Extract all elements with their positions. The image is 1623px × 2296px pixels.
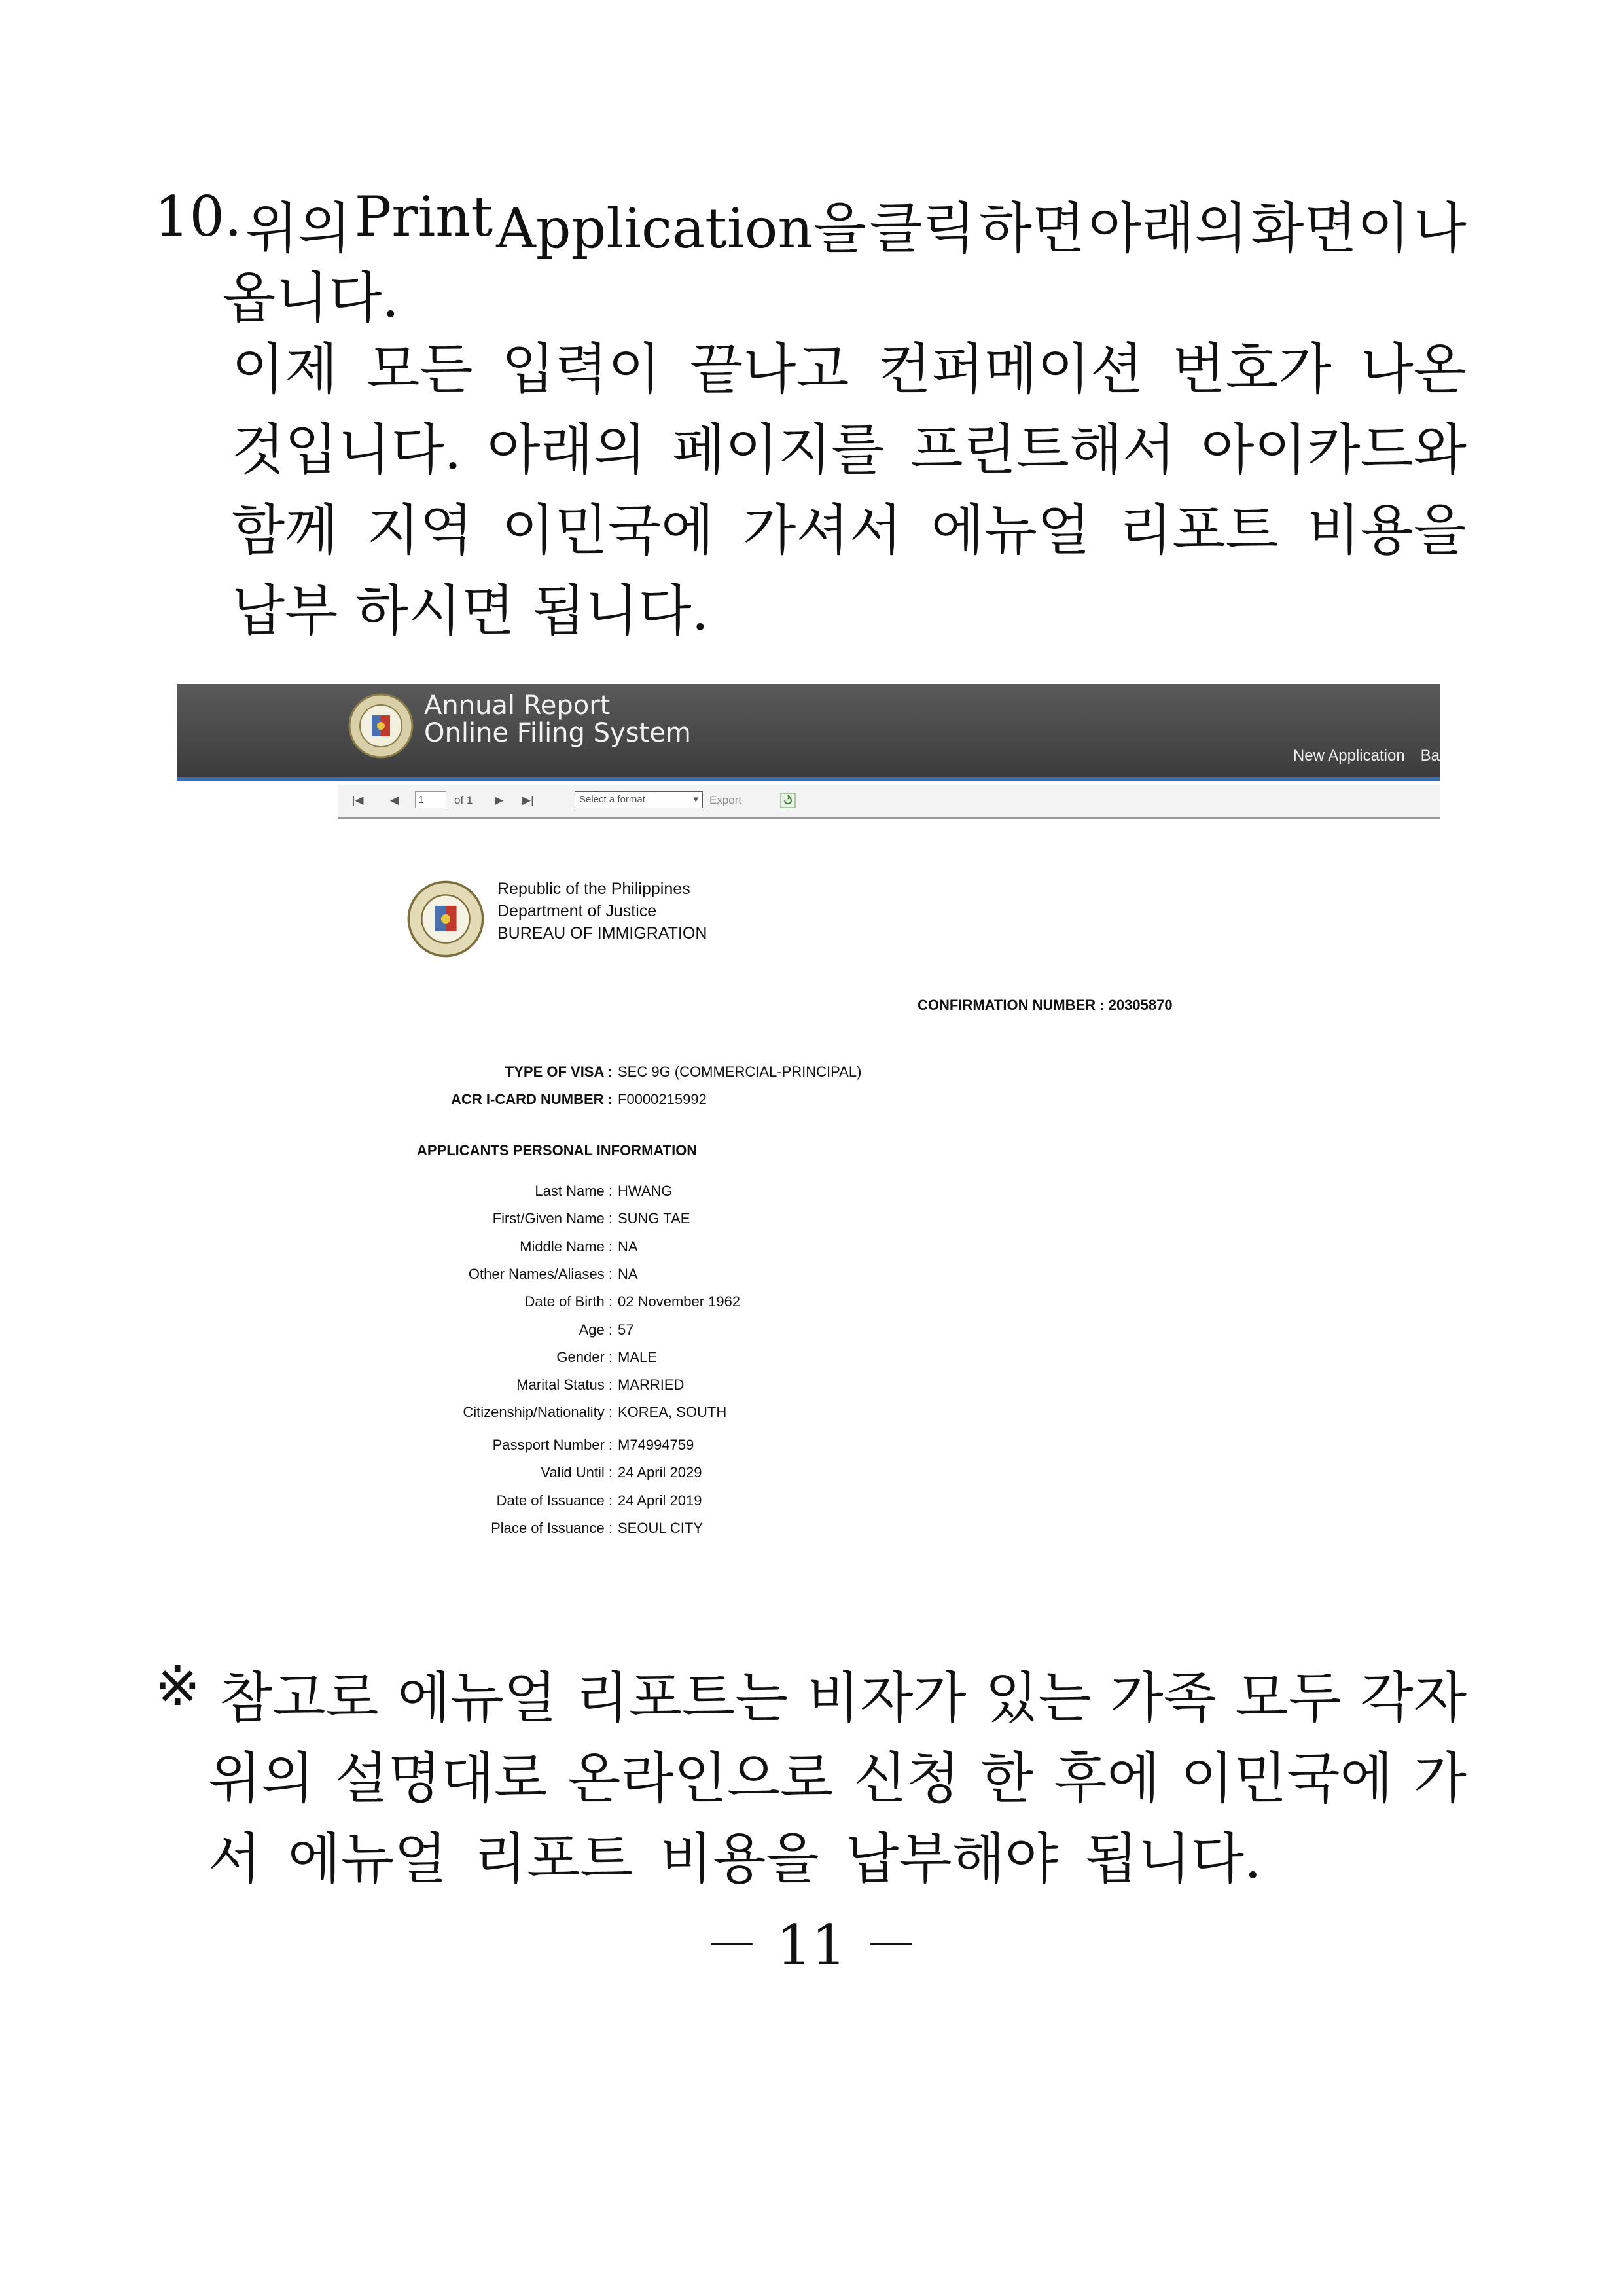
info-value: 24 April 2019 — [618, 1492, 702, 1509]
nav-new-application[interactable]: New Application — [1293, 747, 1405, 764]
info-value: 02 November 1962 — [618, 1293, 741, 1310]
report-page — [177, 684, 1440, 1568]
info-row — [177, 1348, 657, 1369]
last-page-icon[interactable]: ▶| — [522, 794, 534, 806]
page-number: － 11 － — [704, 1913, 919, 1977]
info-value: HWANG — [618, 1183, 673, 1199]
info-label: Middle Name : — [520, 1238, 613, 1255]
info-label: Passport Number : — [492, 1437, 613, 1453]
section-title: APPLICANTS PERSONAL INFORMATION — [417, 1142, 698, 1158]
info-row — [177, 1183, 673, 1202]
app-title: Annual Report Online Filing System — [424, 691, 691, 748]
info-value: MARRIED — [618, 1376, 685, 1393]
chevron-down-icon: ▾ — [693, 794, 698, 805]
info-label: Date of Issuance : — [496, 1492, 613, 1509]
first-page-icon[interactable]: |◀ — [352, 794, 364, 806]
step-line-2: 옵니다. — [223, 266, 400, 330]
info-value: NA — [618, 1238, 638, 1255]
info-value: MALE — [618, 1348, 657, 1365]
info-value: 24 April 2029 — [618, 1464, 702, 1481]
info-label: First/Given Name : — [492, 1210, 613, 1227]
step-number: 10. — [154, 185, 242, 249]
confirmation-number: CONFIRMATION NUMBER : 20305870 — [918, 997, 1173, 1013]
step-line-6: 납부 하시면 됩니다. — [232, 579, 709, 643]
info-value: SEOUL CITY — [618, 1519, 703, 1536]
info-label: Citizenship/Nationality : — [463, 1404, 613, 1421]
nav-cut-item[interactable]: Ba — [1420, 747, 1440, 764]
info-row — [177, 1293, 741, 1313]
note-line-3: 서 에뉴얼 리포트 비용을 납부해야 됩니다. — [208, 1827, 1262, 1891]
info-row — [177, 1404, 727, 1424]
info-label: Date of Birth : — [524, 1293, 613, 1310]
info-row — [177, 1437, 694, 1456]
embedded-screenshot — [177, 684, 1440, 1568]
info-row — [177, 1265, 638, 1285]
info-label: Gender : — [556, 1348, 613, 1365]
format-select[interactable]: Select a format ▾ — [575, 791, 703, 808]
info-value: SUNG TAE — [618, 1210, 690, 1227]
info-value: KOREA, SOUTH — [618, 1404, 727, 1421]
info-row — [177, 1492, 702, 1512]
report-header: Republic of the Philippines Department of Justice BUREAU OF IMMIGRATION — [497, 880, 707, 942]
info-value: NA — [618, 1265, 638, 1282]
info-label: Place of Issuance : — [491, 1519, 613, 1536]
info-label: Other Names/Aliases : — [468, 1265, 613, 1282]
note-line-1: ※ 참고로 에뉴얼 리포트는 비자가 있는 가족 모두 각자 — [154, 1654, 1467, 1733]
reference-mark: ※ — [154, 1654, 201, 1718]
info-row — [177, 1321, 634, 1341]
info-row — [177, 1376, 685, 1396]
step-line-4: 것입니다. 아래의 페이지를 프린트해서 아이카드와 — [232, 418, 1467, 482]
info-label: Marital Status : — [516, 1376, 613, 1393]
bureau-seal-icon — [407, 880, 484, 958]
info-value: M74994759 — [618, 1437, 694, 1453]
note-line-2: 위의 설명대로 온라인으로 신청 한 후에 이민국에 가 — [208, 1746, 1467, 1810]
step-line-3: 이제 모든 입력이 끝나고 컨퍼메이션 번호가 나온 — [232, 337, 1467, 401]
page-number-input[interactable]: 1 — [415, 791, 446, 808]
info-label: Age : — [579, 1321, 613, 1338]
info-value: 57 — [618, 1321, 634, 1338]
step-line-1: 10. 위의 Print Application을 클릭 하면 아래의 화면이 나 — [154, 185, 1467, 264]
acr-card-row: ACR I-CARD NUMBER : F0000215992 — [451, 1091, 707, 1107]
next-page-icon[interactable]: ▶ — [495, 794, 504, 806]
info-row — [177, 1210, 690, 1230]
visa-type-row: TYPE OF VISA : SEC 9G (COMMERCIAL-PRINCIPAL) — [505, 1064, 862, 1080]
step-line-5: 함께 지역 이민국에 가셔서 에뉴얼 리포트 비용을 — [232, 498, 1467, 562]
prev-page-icon[interactable]: ◀ — [390, 794, 399, 806]
info-row — [177, 1519, 703, 1539]
info-row — [177, 1464, 702, 1484]
page-count: of 1 — [454, 794, 473, 806]
info-label: Last Name : — [535, 1183, 613, 1199]
info-row — [177, 1238, 638, 1258]
export-link[interactable]: Export — [709, 794, 742, 806]
info-label: Valid Until : — [541, 1464, 613, 1481]
